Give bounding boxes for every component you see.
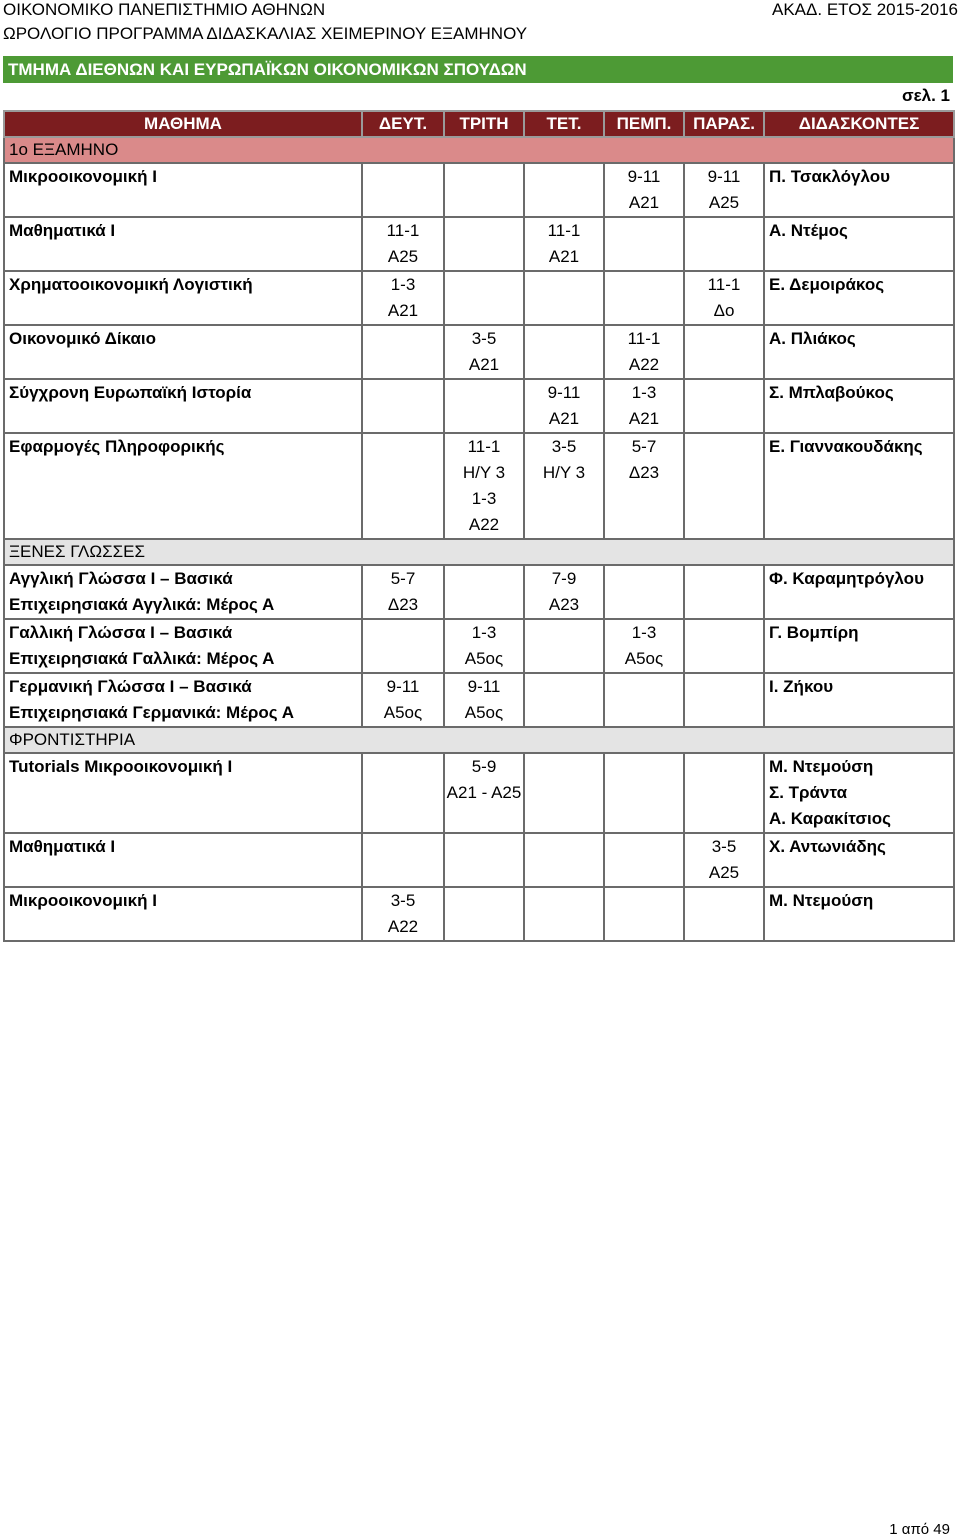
column-header-fri: ΠΑΡΑΣ. xyxy=(684,111,764,137)
course-name xyxy=(4,217,362,271)
slot-fri xyxy=(684,619,764,673)
column-header-teachers: ΔΙΔΑΣΚΟΝΤΕΣ xyxy=(764,111,954,137)
slot-thu xyxy=(604,325,684,379)
course-name-line: Μαθηματικά Ι xyxy=(9,837,116,856)
slot-wed xyxy=(524,271,604,325)
slot-tue-line: 11-1 xyxy=(467,437,501,456)
slot-fri xyxy=(684,673,764,727)
slot-tue xyxy=(444,833,524,887)
teachers-line: Α. Ντέμος xyxy=(769,221,848,240)
slot-wed xyxy=(524,379,604,433)
slot-mon xyxy=(362,271,444,325)
table-row xyxy=(4,433,954,539)
languages-section-label: ΞΕΝΕΣ ΓΛΩΣΣΕΣ xyxy=(4,539,954,565)
slot-tue-line: Α21 - Α25 xyxy=(446,783,522,802)
slot-fri-line: Α25 xyxy=(708,193,740,212)
course-name xyxy=(4,433,362,539)
course-name-line: Μικροοικονομική Ι xyxy=(9,891,157,910)
slot-mon xyxy=(362,433,444,539)
slot-fri xyxy=(684,325,764,379)
course-name-line: Μαθηματικά Ι xyxy=(9,221,116,240)
slot-mon xyxy=(362,325,444,379)
column-header-thu: ΠΕΜΠ. xyxy=(604,111,684,137)
teachers-line: Ε. Δεμοιράκος xyxy=(769,275,885,294)
slot-fri xyxy=(684,833,764,887)
slot-mon-line: Α22 xyxy=(387,917,419,936)
slot-fri-line: 3-5 xyxy=(711,837,737,856)
slot-tue-line: 5-9 xyxy=(471,757,497,776)
slot-thu xyxy=(604,379,684,433)
slot-thu xyxy=(604,753,684,833)
slot-mon-line: Α5ος xyxy=(383,703,423,722)
table-row xyxy=(4,271,954,325)
teachers xyxy=(764,753,954,833)
teachers-line: Ε. Γιαννακουδάκης xyxy=(769,437,923,456)
course-name xyxy=(4,833,362,887)
tutorials-section xyxy=(4,727,954,753)
slot-mon-line: 1-3 xyxy=(390,275,416,294)
slot-fri xyxy=(684,163,764,217)
column-header-row xyxy=(4,111,954,137)
university-title: ΟΙΚΟΝΟΜΙΚΟ ΠΑΝΕΠΙΣΤΗΜΙΟ ΑΘΗΝΩΝ xyxy=(3,0,326,19)
slot-fri-line: 11-1 xyxy=(707,275,741,294)
page-label: σελ. 1 xyxy=(901,86,950,105)
slot-tue xyxy=(444,271,524,325)
slot-fri xyxy=(684,217,764,271)
course-name-line: Μικροοικονομική Ι xyxy=(9,167,157,186)
slot-wed xyxy=(524,217,604,271)
table-row xyxy=(4,673,954,727)
tutorials-section-label: ΦΡΟΝΤΙΣΤΗΡΙΑ xyxy=(4,727,954,753)
table-row xyxy=(4,325,954,379)
course-name xyxy=(4,379,362,433)
slot-thu xyxy=(604,673,684,727)
slot-tue-line: Α22 xyxy=(468,515,500,534)
slot-mon xyxy=(362,379,444,433)
teachers-line: Μ. Ντεμούση xyxy=(769,757,874,776)
course-name xyxy=(4,619,362,673)
course-name-line: Αγγλική Γλώσσα Ι – Βασικά xyxy=(9,569,233,588)
slot-mon-line: Δ23 xyxy=(387,595,419,614)
slot-tue xyxy=(444,753,524,833)
teachers xyxy=(764,673,954,727)
slot-wed-line: Α21 xyxy=(548,409,580,428)
teachers xyxy=(764,379,954,433)
column-header-mon: ΔΕΥΤ. xyxy=(362,111,444,137)
course-name xyxy=(4,565,362,619)
slot-fri xyxy=(684,271,764,325)
teachers-line: Σ. Τράντα xyxy=(769,783,848,802)
slot-thu-line: 1-3 xyxy=(631,623,657,642)
course-name-line: Οικονομικό Δίκαιο xyxy=(9,329,157,348)
slot-thu xyxy=(604,887,684,941)
slot-wed xyxy=(524,565,604,619)
course-name-line: Γαλλική Γλώσσα Ι – Βασικά xyxy=(9,623,233,642)
teachers xyxy=(764,565,954,619)
slot-mon xyxy=(362,753,444,833)
table-row xyxy=(4,833,954,887)
teachers xyxy=(764,163,954,217)
slot-tue xyxy=(444,325,524,379)
slot-fri xyxy=(684,565,764,619)
slot-thu xyxy=(604,217,684,271)
slot-wed-line: Α21 xyxy=(548,247,580,266)
slot-wed-line: 7-9 xyxy=(551,569,577,588)
slot-tue xyxy=(444,433,524,539)
slot-tue-line: Α5ος xyxy=(464,703,504,722)
page-count: 1 από 49 xyxy=(889,1521,950,1538)
slot-fri-line: Α25 xyxy=(708,863,740,882)
slot-mon-line: Α21 xyxy=(387,301,419,320)
slot-thu xyxy=(604,271,684,325)
teachers xyxy=(764,325,954,379)
slot-fri xyxy=(684,433,764,539)
schedule-title: ΩΡΟΛΟΓΙΟ ΠΡΟΓΡΑΜΜΑ ΔΙΔΑΣΚΑΛΙΑΣ ΧΕΙΜΕΡΙΝΟΥ ΕΞΑΜΗΝΟΥ xyxy=(3,24,528,43)
teachers xyxy=(764,887,954,941)
column-header-tue: ΤΡΙΤΗ xyxy=(444,111,524,137)
slot-thu-line: 1-3 xyxy=(631,383,657,402)
course-name xyxy=(4,753,362,833)
slot-tue-line: 1-3 xyxy=(471,623,497,642)
slot-tue xyxy=(444,619,524,673)
course-name xyxy=(4,887,362,941)
table-row xyxy=(4,753,954,833)
slot-wed-line: 11-1 xyxy=(547,221,581,240)
slot-wed xyxy=(524,887,604,941)
teachers-line: Φ. Καραμητρόγλου xyxy=(769,569,924,588)
slot-mon xyxy=(362,217,444,271)
teachers-line: Ι. Ζήκου xyxy=(769,677,834,696)
course-name xyxy=(4,271,362,325)
slot-tue xyxy=(444,887,524,941)
slot-tue-line: Α21 xyxy=(468,355,500,374)
schedule-table xyxy=(3,110,955,942)
column-header-course: ΜΑΘΗΜΑ xyxy=(4,111,362,137)
teachers xyxy=(764,433,954,539)
slot-wed xyxy=(524,163,604,217)
slot-mon-line: 5-7 xyxy=(390,569,416,588)
slot-mon xyxy=(362,619,444,673)
slot-tue xyxy=(444,217,524,271)
slot-wed-line: Η/Υ 3 xyxy=(542,463,586,482)
course-name xyxy=(4,325,362,379)
slot-mon xyxy=(362,833,444,887)
slot-tue xyxy=(444,379,524,433)
slot-mon xyxy=(362,673,444,727)
table-row xyxy=(4,619,954,673)
slot-mon xyxy=(362,565,444,619)
slot-thu xyxy=(604,433,684,539)
course-name-line: Επιχειρησιακά Γαλλικά: Μέρος Α xyxy=(9,649,275,668)
slot-mon-line: 3-5 xyxy=(390,891,416,910)
course-name-line: Εφαρμογές Πληροφορικής xyxy=(9,437,225,456)
slot-thu xyxy=(604,833,684,887)
slot-mon-line: 9-11 xyxy=(386,677,420,696)
course-name-line: Tutorials Μικροοικονομική Ι xyxy=(9,757,233,776)
teachers-line: Σ. Μπλαβούκος xyxy=(769,383,894,402)
slot-tue xyxy=(444,163,524,217)
slot-thu xyxy=(604,163,684,217)
semester-label: 1ο ΕΞΑΜΗΝΟ xyxy=(4,137,954,163)
slot-wed xyxy=(524,433,604,539)
column-header-wed: ΤΕΤ. xyxy=(524,111,604,137)
slot-tue-line: 9-11 xyxy=(467,677,501,696)
teachers-line: Γ. Βομπίρη xyxy=(769,623,859,642)
slot-tue-line: Α5ος xyxy=(464,649,504,668)
teachers-line: Α. Καρακίτσιος xyxy=(769,809,891,828)
slot-thu-line: 5-7 xyxy=(631,437,657,456)
slot-thu xyxy=(604,619,684,673)
table-row xyxy=(4,379,954,433)
course-name-line: Χρηματοοικονομική Λογιστική xyxy=(9,275,253,294)
teachers-line: Α. Πλιάκος xyxy=(769,329,856,348)
course-name-line: Επιχειρησιακά Γερμανικά: Μέρος Α xyxy=(9,703,294,722)
teachers xyxy=(764,271,954,325)
slot-wed-line: 3-5 xyxy=(551,437,577,456)
slot-wed xyxy=(524,753,604,833)
academic-year: ΑΚΑΔ. ΕΤΟΣ 2015-2016 xyxy=(772,0,958,19)
slot-tue xyxy=(444,565,524,619)
slot-thu-line: Α21 xyxy=(628,193,660,212)
teachers xyxy=(764,833,954,887)
slot-fri xyxy=(684,753,764,833)
slot-wed-line: Α23 xyxy=(548,595,580,614)
slot-wed xyxy=(524,833,604,887)
slot-fri-line: 9-11 xyxy=(707,167,741,186)
course-name-line: Γερμανική Γλώσσα Ι – Βασικά xyxy=(9,677,252,696)
teachers xyxy=(764,619,954,673)
course-name-line: Επιχειρησιακά Αγγλικά: Μέρος Α xyxy=(9,595,275,614)
slot-thu-line: Δ23 xyxy=(628,463,660,482)
slot-wed-line: 9-11 xyxy=(547,383,581,402)
table-row xyxy=(4,565,954,619)
slot-tue-line: 3-5 xyxy=(471,329,497,348)
slot-wed xyxy=(524,325,604,379)
slot-thu-line: 9-11 xyxy=(627,167,661,186)
slot-tue-line: Η/Υ 3 xyxy=(462,463,506,482)
slot-thu xyxy=(604,565,684,619)
slot-fri xyxy=(684,887,764,941)
slot-mon-line: Α25 xyxy=(387,247,419,266)
slot-tue xyxy=(444,673,524,727)
slot-wed xyxy=(524,673,604,727)
slot-fri xyxy=(684,379,764,433)
slot-fri-line: Δο xyxy=(713,301,735,320)
slot-thu-line: Α21 xyxy=(628,409,660,428)
slot-thu-line: Α22 xyxy=(628,355,660,374)
teachers-line: Π. Τσακλόγλου xyxy=(769,167,891,186)
table-row xyxy=(4,887,954,941)
teachers xyxy=(764,217,954,271)
teachers-line: Μ. Ντεμούση xyxy=(769,891,874,910)
course-name-line: Σύγχρονη Ευρωπαϊκή Ιστορία xyxy=(9,383,252,402)
course-name xyxy=(4,673,362,727)
slot-mon xyxy=(362,887,444,941)
teachers-line: Χ. Αντωνιάδης xyxy=(769,837,886,856)
table-row xyxy=(4,217,954,271)
department-banner: ΤΜΗΜΑ ΔΙΕΘΝΩΝ ΚΑΙ ΕΥΡΩΠΑΪΚΩΝ ΟΙΚΟΝΟΜΙΚΩΝ ΣΠΟΥΔΩΝ xyxy=(3,56,953,83)
slot-thu-line: 11-1 xyxy=(627,329,661,348)
slot-wed xyxy=(524,619,604,673)
semester-row xyxy=(4,137,954,163)
slot-tue-line: 1-3 xyxy=(471,489,497,508)
course-name xyxy=(4,163,362,217)
slot-mon xyxy=(362,163,444,217)
languages-section xyxy=(4,539,954,565)
table-row xyxy=(4,163,954,217)
slot-thu-line: Α5ος xyxy=(624,649,664,668)
slot-mon-line: 11-1 xyxy=(386,221,420,240)
